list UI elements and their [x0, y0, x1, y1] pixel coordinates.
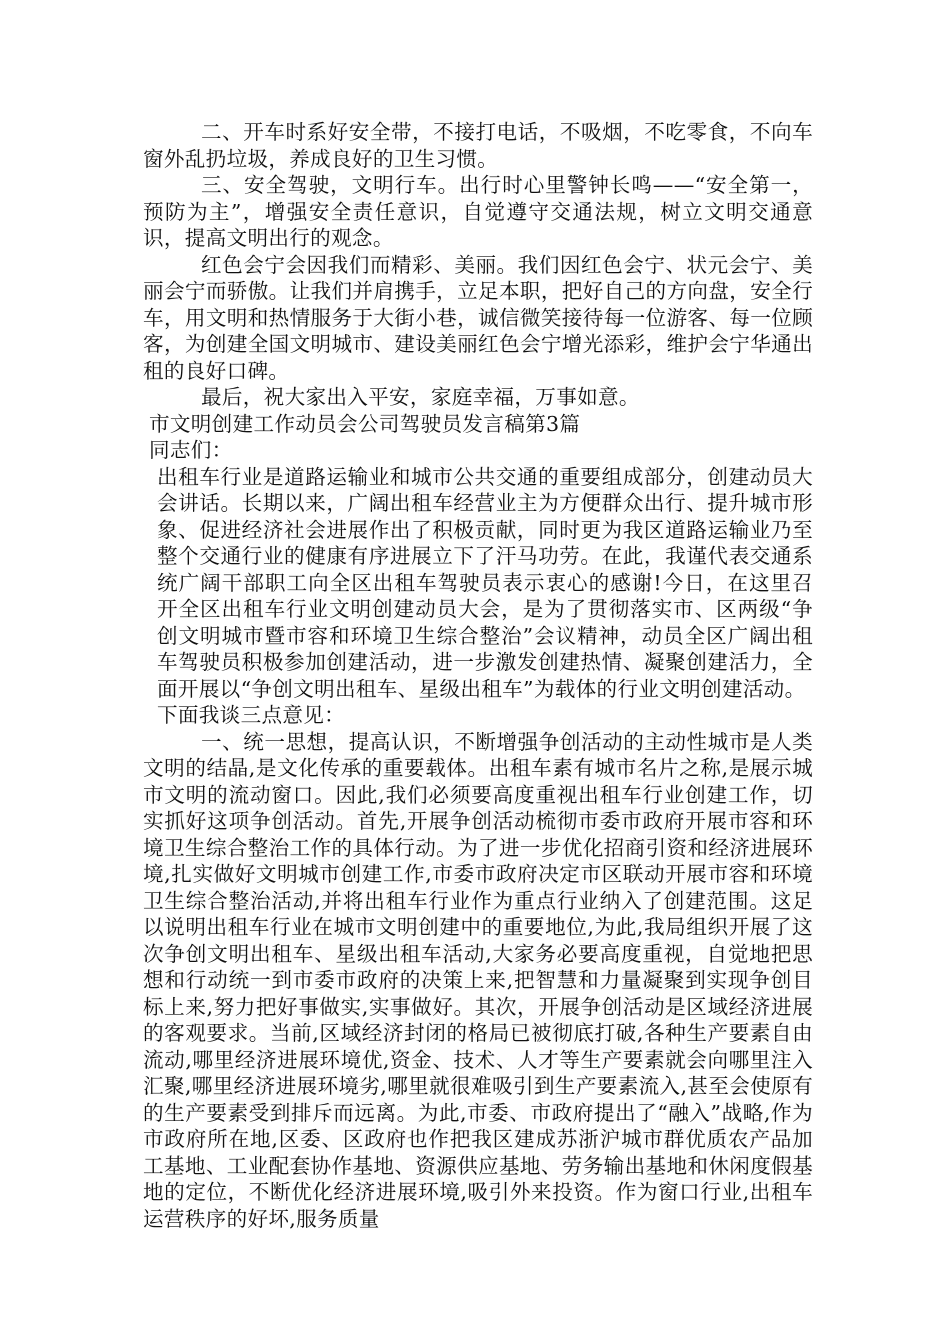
- paragraph-huining: 红色会宁会因我们而精彩、美丽。我们因红色会宁、状元会宁、美丽会宁而骄傲。让我们并肩携手，立足本职，把好自己的方向盘，安全行车，用文明和热情服务于大街小巷，诚信微笑接待每一位游客、每一位顾客，为创建全国文明城市、建设美丽红色会宁增光添彩，维护会宁华通出租的良好口碑。: [143, 252, 813, 383]
- section-heading: 市文明创建工作动员会公司驾驶员发言稿第3篇: [149, 411, 581, 436]
- paragraph-seatbelt: 二、开车时系好安全带，不接打电话，不吸烟，不吃零食，不向车窗外乱扔垃圾，养成良好的卫生习惯。: [143, 120, 813, 171]
- paragraph-point-one: 一、统一思想，提高认识，不断增强争创活动的主动性城市是人类文明的结晶,是文化传承的重要载体。出租车素有城市名片之称,是展示城市文明的流动窗口。因此,我们必须要高度重视出租车行业创建工作，切实抓好这项争创活动。首先,开展争创活动梳彻市委市政府开展市容和环境卫生综合整治工作的具体行动。为了进一步优化招商引资和经济进展环境,扎实做好文明城市创建工作,市委市政府决定市区联动开展市容和环境卫生综合整治活动,并将出租车行业作为重点行业纳入了创建范围。这足以说明出租车行业在城市文明创建中的重要地位,为此,我局组织开展了这次争创文明出租车、星级出租车活动,大家务必要高度重视，自觉地把思想和行动统一到市委市政府的决策上来,把智慧和力量凝聚到实现争创目标上来,努力把好事做实,实事做好。其次，开展争创活动是区域经济进展的客观要求。当前,区域经济封闭的格局已被彻底打破,各种生产要素自由流动,哪里经济进展环境优,资金、技术、人才等生产要素就会向哪里注入汇聚,哪里经济进展环境劣,哪里就很难吸引到生产要素流入,甚至会使原有的生产要素受到排斥而远离。为此,市委、市政府提出了“融入”战略,作为市政府所在地,区委、区政府也作把我区建成苏浙沪城市群优质农产品加工基地、工业配套协作基地、资源供应基地、劳务输出基地和休闲度假基地的定位，不断优化经济进展环境,吸引外来投资。作为窗口行业,出租车运营秩序的好坏,服务质量: [143, 729, 813, 1231]
- paragraph-closing-wishes: 最后，祝大家出入平安，家庭幸福，万事如意。: [201, 385, 640, 409]
- paragraph-intro: 下面我谈三点意见：: [157, 703, 346, 727]
- document-page: [143, 119, 813, 1232]
- paragraph-safe-driving: 三、安全驾驶，文明行车。出行时心里警钟长鸣——“安全第一，预防为主”，增强安全责任意识，自觉遵守交通法规，树立文明交通意识，提高文明出行的观念。: [143, 173, 813, 250]
- paragraph-taxi-industry: 出租车行业是道路运输业和城市公共交通的重要组成部分，创建动员大会讲话。长期以来，广阔出租车经营业主为方便群众出行、提升城市形象、促进经济社会进展作出了积极贡献，同时更为我区道路运输业乃至整个交通行业的健康有序进展立下了汗马功劳。在此，我谨代表交通系统广阔干部职工向全区出租车驾驶员表示衷心的感谢!今日，在这里召开全区出租车行业文明创建动员大会，是为了贯彻落实市、区两级“争创文明城市暨市容和环境卫生综合整治”会议精神，动员全区广阔出租车驾驶员积极参加创建活动，进一步激发创建热情、凝聚创建活力，全面开展以“争创文明出租车、星级出租车”为载体的行业文明创建活动。: [157, 464, 813, 701]
- greeting: 同志们：: [149, 438, 233, 462]
